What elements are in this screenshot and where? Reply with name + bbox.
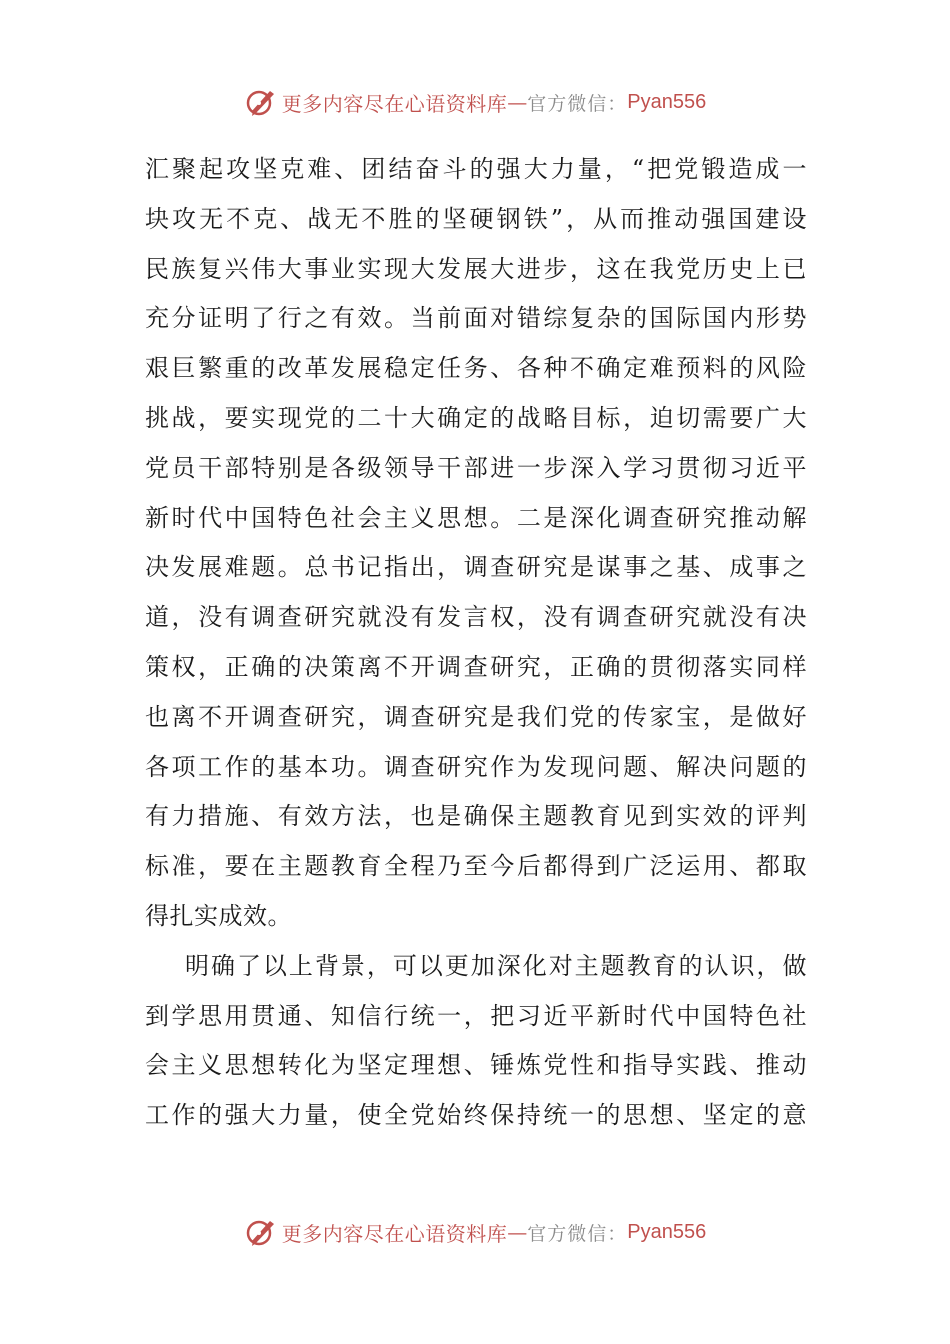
document-body bbox=[145, 145, 807, 1141]
text-line: 充分证明了行之有效。当前面对错综复杂的国际国内形势 bbox=[145, 304, 807, 333]
header-brand-text: 更多内容尽在心语资料库 bbox=[281, 91, 508, 116]
text-line: 道，没有调查研究就没有发言权，没有调查研究就没有决 bbox=[145, 603, 807, 632]
text-line: 标准，要在主题教育全程乃至今后都得到广泛运用、都取 bbox=[145, 852, 807, 881]
text-line: 有力措施、有效方法，也是确保主题教育见到实效的评判 bbox=[145, 802, 807, 831]
quill-logo-icon bbox=[244, 85, 278, 119]
header-banner bbox=[0, 82, 950, 122]
header-wechat-label: 官方微信： bbox=[527, 92, 628, 115]
header-wechat-id: Pyan556 bbox=[627, 90, 707, 113]
text-line: 策权，正确的决策离不开调查研究，正确的贯彻落实同样 bbox=[145, 652, 807, 681]
text-line: 块攻无不克、战无不胜的坚硬钢铁”，从而推动强国建设 bbox=[145, 204, 807, 233]
text-line: 党员干部特别是各级领导干部进一步深入学习贯彻习近平 bbox=[145, 453, 807, 482]
footer-separator: — bbox=[507, 1220, 528, 1244]
text-line: 新时代中国特色社会主义思想。二是深化调查研究推动解 bbox=[145, 503, 807, 532]
text-line: 也离不开调查研究，调查研究是我们党的传家宝，是做好 bbox=[145, 702, 807, 731]
text-line: 各项工作的基本功。调查研究作为发现问题、解决问题的 bbox=[145, 752, 807, 781]
footer-banner bbox=[0, 1212, 950, 1252]
text-line: 工作的强大力量，使全党始终保持统一的思想、坚定的意 bbox=[145, 1101, 807, 1130]
text-line: 到学思用贯通、知信行统一，把习近平新时代中国特色社 bbox=[145, 1001, 807, 1030]
footer-wechat-id: Pyan556 bbox=[627, 1220, 707, 1243]
quill-logo-icon bbox=[244, 1215, 278, 1249]
text-line: 民族复兴伟大事业实现大发展大进步，这在我党历史上已 bbox=[145, 254, 807, 283]
text-line: 明确了以上背景，可以更加深化对主题教育的认识，做 bbox=[185, 951, 807, 980]
text-line: 汇聚起攻坚克难、团结奋斗的强大力量，“把党锻造成一 bbox=[145, 155, 807, 183]
text-line: 决发展难题。总书记指出，调查研究是谋事之基、成事之 bbox=[145, 553, 807, 582]
text-line: 艰巨繁重的改革发展稳定任务、各种不确定难预料的风险 bbox=[145, 354, 807, 383]
text-line: 得扎实成效。 bbox=[145, 901, 292, 930]
footer-wechat-label: 官方微信： bbox=[527, 1222, 628, 1245]
header-separator: — bbox=[507, 90, 528, 114]
text-line: 会主义思想转化为坚定理想、锤炼党性和指导实践、推动 bbox=[145, 1051, 807, 1080]
text-line: 挑战，要实现党的二十大确定的战略目标，迫切需要广大 bbox=[145, 403, 807, 432]
footer-brand-text: 更多内容尽在心语资料库 bbox=[281, 1221, 508, 1246]
